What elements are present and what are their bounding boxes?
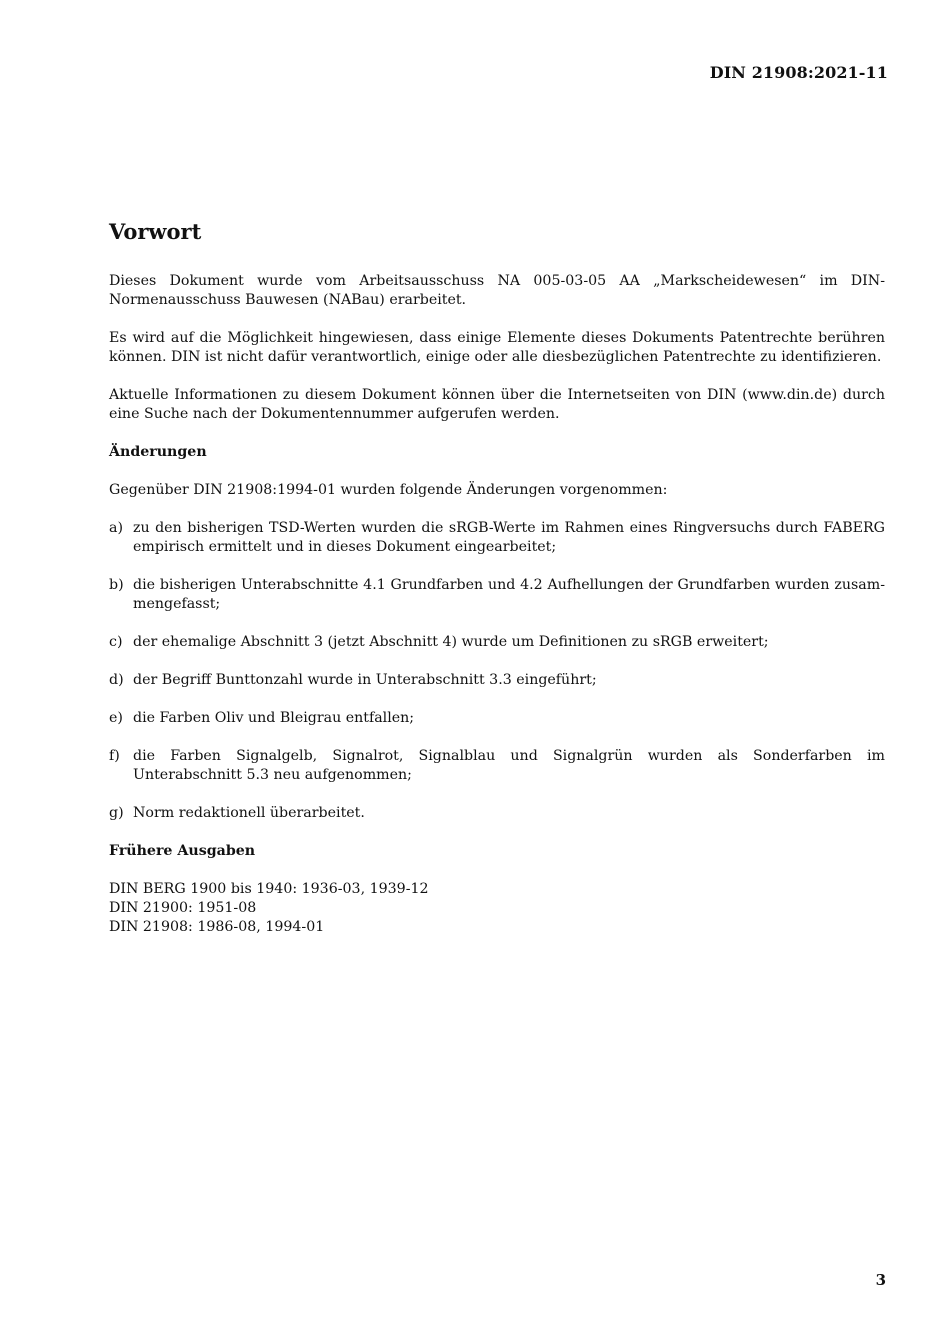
list-item [109, 576, 885, 614]
document-number: DIN 21908:2021-11 [709, 63, 888, 82]
list-item-text: die Farben Oliv und Bleigrau entfallen; [133, 710, 415, 726]
list-item-text: der Begriff Bunttonzahl wurde in Unterabschnitt 3.3 eingeführt; [133, 672, 597, 688]
list-marker: a) [109, 520, 123, 536]
paragraph-patent-notice: Es wird auf die Möglichkeit hingewiesen, dass einige Elemente dieses Dokuments Patentrechte berühren können. DIN ist nicht dafür verantwortlich, einige oder alle diesbezüglichen Patentrechte zu identifizieren. [109, 330, 885, 365]
list-marker: b) [109, 577, 124, 593]
page-title: Vorwort [109, 219, 202, 244]
page-number: 3 [875, 1271, 886, 1289]
earlier-editions-heading: Frühere Ausgaben [109, 843, 256, 859]
foreword-section [109, 218, 885, 937]
changes-list [109, 519, 885, 823]
list-item [109, 804, 885, 823]
list-marker: c) [109, 634, 123, 650]
paragraph-current-info: Aktuelle Informationen zu diesem Dokument können über die Internetseiten von DIN (www.din.de) durch eine Suche nach der Dokumentennummer aufgerufen werden. [109, 387, 885, 422]
list-marker: f) [109, 748, 120, 764]
list-item-text: Norm redaktionell überarbeitet. [133, 805, 365, 821]
list-marker: d) [109, 672, 124, 688]
list-item [109, 519, 885, 557]
list-item [109, 633, 885, 652]
list-marker: g) [109, 805, 124, 821]
list-item [109, 709, 885, 728]
edition-line: DIN BERG 1900 bis 1940: 1936-03, 1939-12 [109, 881, 429, 897]
list-marker: e) [109, 710, 123, 726]
list-item-text: die bisherigen Unterabschnitte 4.1 Grundfarben und 4.2 Aufhellungen der Grundfarben wurden zusammengefasst; [133, 577, 885, 612]
list-item [109, 671, 885, 690]
edition-line: DIN 21900: 1951-08 [109, 900, 257, 916]
list-item-text: zu den bisherigen TSD-Werten wurden die sRGB-Werte im Rahmen eines Ringversuchs durch FABERG empirisch ermittelt und in dieses Dokument eingearbeitet; [133, 520, 885, 555]
list-item-text: der ehemalige Abschnitt 3 (jetzt Abschnitt 4) wurde um Definitionen zu sRGB erweitert; [133, 634, 769, 650]
list-item-text: die Farben Signalgelb, Signalrot, Signalblau und Signalgrün wurden als Sonderfarben im Unterabschnitt 5.3 neu aufgenommen; [133, 748, 885, 783]
earlier-editions-list [109, 880, 885, 937]
changes-heading: Änderungen [109, 444, 207, 460]
edition-line: DIN 21908: 1986-08, 1994-01 [109, 919, 325, 935]
changes-intro: Gegenüber DIN 21908:1994-01 wurden folgende Änderungen vorgenommen: [109, 482, 668, 498]
list-item [109, 747, 885, 785]
paragraph-committee: Dieses Dokument wurde vom Arbeitsausschuss NA 005-03-05 AA „Markscheidewesen“ im DIN-Normenausschuss Bauwesen (NABau) erarbeitet. [109, 273, 885, 308]
